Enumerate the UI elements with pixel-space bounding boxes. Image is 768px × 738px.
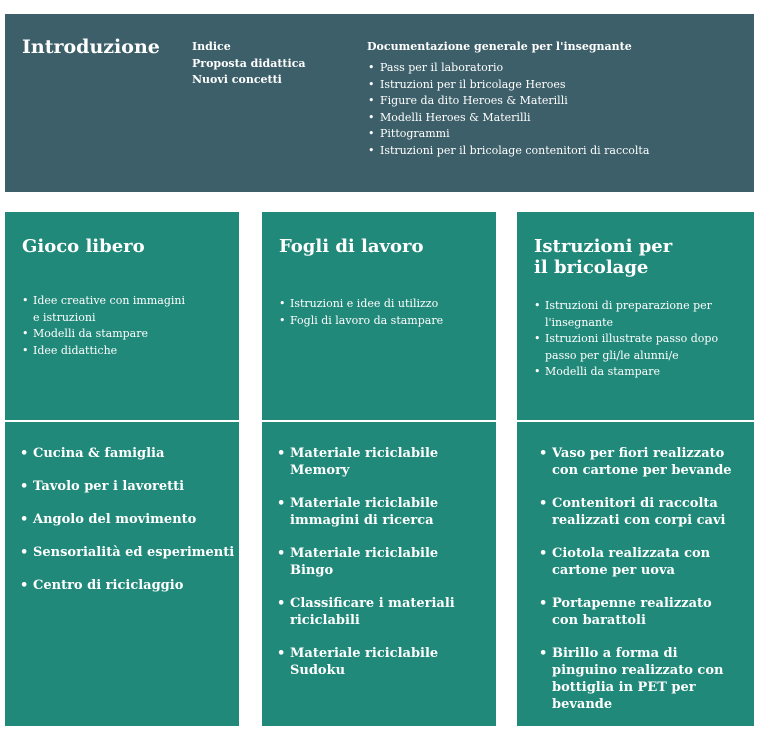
doc-item[interactable]: • Pittogrammi (367, 126, 649, 143)
topic-list (539, 445, 747, 729)
topic-item[interactable]: • Sensorialità ed esperimenti (20, 544, 234, 561)
topic-item[interactable]: • Centro di riciclaggio (20, 577, 234, 594)
fogli-di-lavoro-topics (262, 422, 496, 726)
topic-item[interactable]: • Portapenne realizzato con barattoli (539, 595, 727, 629)
list-item[interactable]: • Fogli di lavoro da stampare (279, 313, 443, 330)
card-list (279, 296, 443, 329)
istruzioni-bricolage-card (517, 212, 754, 420)
list-item[interactable]: • Modelli da stampare (534, 364, 725, 381)
topic-item[interactable]: • Materiale riciclabile immagini di ricerca (277, 495, 455, 529)
teacher-documentation-list (367, 60, 649, 160)
list-item[interactable]: • Istruzioni di preparazione per l'insegnante (534, 298, 715, 331)
link-proposta-didattica[interactable]: Proposta didattica (192, 56, 306, 70)
doc-item[interactable]: • Pass per il laboratorio (367, 60, 649, 77)
introduction-panel (5, 14, 754, 192)
fogli-di-lavoro-card (262, 212, 496, 420)
topic-item[interactable]: • Angolo del movimento (20, 511, 234, 528)
card-list (22, 293, 188, 359)
topic-item[interactable]: • Materiale riciclabile Sudoku (277, 645, 455, 679)
card-title: Fogli di lavoro (279, 236, 424, 257)
introduction-title: Introduzione (22, 36, 160, 58)
topic-item[interactable]: • Cucina & famiglia (20, 445, 234, 462)
topic-list (20, 445, 234, 610)
topic-item[interactable]: • Tavolo per i lavoretti (20, 478, 234, 495)
link-indice[interactable]: Indice (192, 40, 231, 53)
topic-item[interactable]: • Contenitori di raccolta realizzati con corpi cavi (539, 495, 727, 529)
topic-item[interactable]: • Materiale riciclabile Bingo (277, 545, 455, 579)
topic-item[interactable]: • Ciotola realizzata con cartone per uova (539, 545, 727, 579)
doc-item[interactable]: • Figure da dito Heroes & Materilli (367, 93, 649, 110)
link-nuovi-concetti[interactable]: Nuovi concetti (192, 73, 282, 86)
topic-item[interactable]: • Birillo a forma di pinguino realizzato con bottiglia in PET per bevande (539, 645, 747, 713)
gioco-libero-card (5, 212, 239, 420)
introduction-links (192, 39, 306, 89)
topic-list (277, 445, 470, 695)
teacher-documentation (367, 40, 649, 160)
topic-item[interactable]: • Classificare i materiali riciclabili (277, 595, 470, 629)
card-title: Gioco libero (22, 236, 145, 257)
gioco-libero-topics (5, 422, 239, 726)
card-list (534, 298, 725, 381)
teacher-documentation-title: Documentazione generale per l'insegnante (367, 40, 632, 53)
doc-item[interactable]: • Istruzioni per il bricolage contenitori di raccolta (367, 143, 649, 160)
topic-item[interactable]: • Materiale riciclabile Memory (277, 445, 455, 479)
list-item[interactable]: • Modelli da stampare (22, 326, 188, 343)
list-item[interactable]: • Istruzioni illustrate passo dopo passo per gli/le alunni/e (534, 331, 725, 364)
doc-item[interactable]: • Modelli Heroes & Materilli (367, 110, 649, 127)
card-title: Istruzioni per il bricolage (534, 236, 673, 278)
doc-item[interactable]: • Istruzioni per il bricolage Heroes (367, 77, 649, 94)
topic-item[interactable]: • Vaso per fiori realizzato con cartone per bevande (539, 445, 732, 479)
istruzioni-bricolage-topics (517, 422, 754, 726)
list-item[interactable]: • Idee didattiche (22, 343, 188, 360)
list-item[interactable]: • Idee creative con immagini e istruzioni (22, 293, 188, 326)
list-item[interactable]: • Istruzioni e idee di utilizzo (279, 296, 443, 313)
